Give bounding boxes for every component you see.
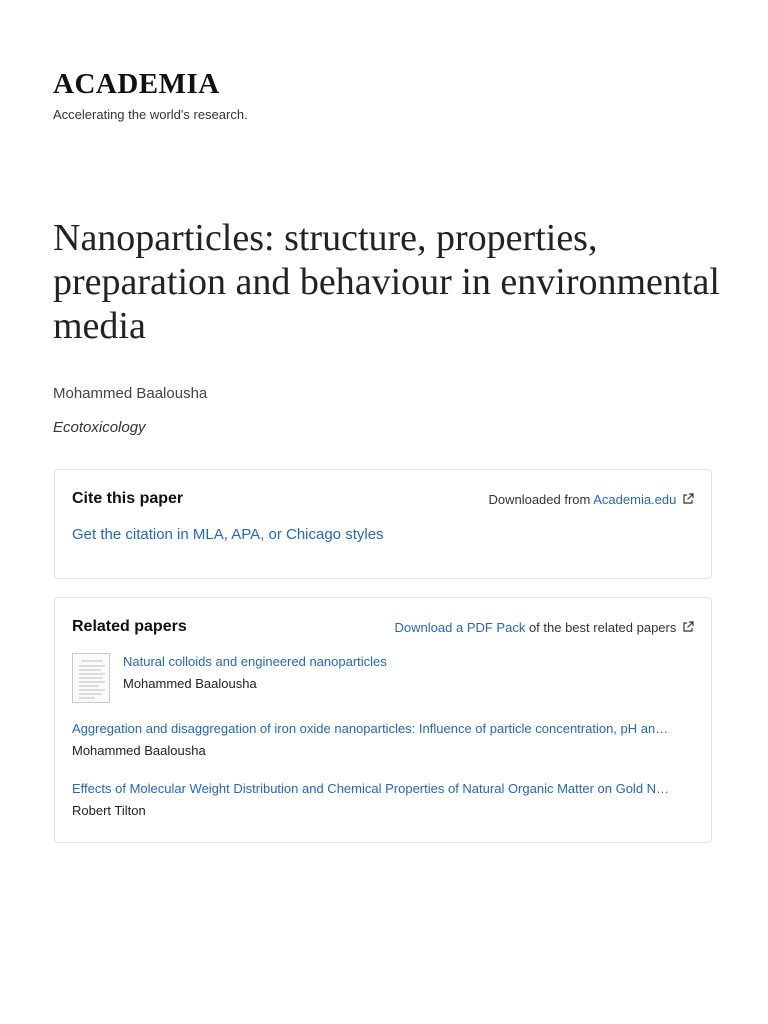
pdf-pack-suffix: of the best related papers [525,620,677,635]
academia-logo[interactable]: ACADEMIA [53,68,220,100]
downloaded-from [488,491,694,510]
paper-title: Nanoparticles: structure, properties, preparation and behaviour in environmental media [53,217,720,347]
related-paper-item [72,720,697,760]
cite-card [54,469,712,579]
downloaded-prefix: Downloaded from [488,492,594,507]
pdf-pack-line [395,619,694,638]
paper-thumbnail-icon[interactable] [72,653,110,703]
related-papers-card [54,597,712,843]
external-link-icon[interactable] [682,620,694,638]
academia-edu-link[interactable]: Academia.edu [593,492,677,507]
paper-journal: Ecotoxicology [53,419,146,436]
related-paper-item [72,780,697,820]
cite-heading: Cite this paper [72,490,184,507]
external-link-icon[interactable] [682,492,694,510]
related-paper-author: Mohammed Baalousha [72,743,206,758]
related-paper-title[interactable]: Effects of Molecular Weight Distribution and Chemical Properties of Natural Organic Matter on Gold N… [72,781,670,796]
related-paper-title[interactable]: Natural colloids and engineered nanoparticles [123,654,387,669]
related-heading: Related papers [72,618,187,635]
tagline: Accelerating the world's research. [53,107,248,122]
related-paper-title[interactable]: Aggregation and disaggregation of iron oxide nanoparticles: Influence of particle concentration, pH an… [72,721,669,736]
get-citation-link[interactable]: Get the citation in MLA, APA, or Chicago styles [72,526,384,543]
related-paper-item [123,653,683,693]
paper-author: Mohammed Baalousha [53,385,208,402]
related-paper-author: Mohammed Baalousha [123,676,257,691]
related-paper-author: Robert Tilton [72,803,146,818]
download-pdf-pack-link[interactable]: Download a PDF Pack [394,620,526,635]
